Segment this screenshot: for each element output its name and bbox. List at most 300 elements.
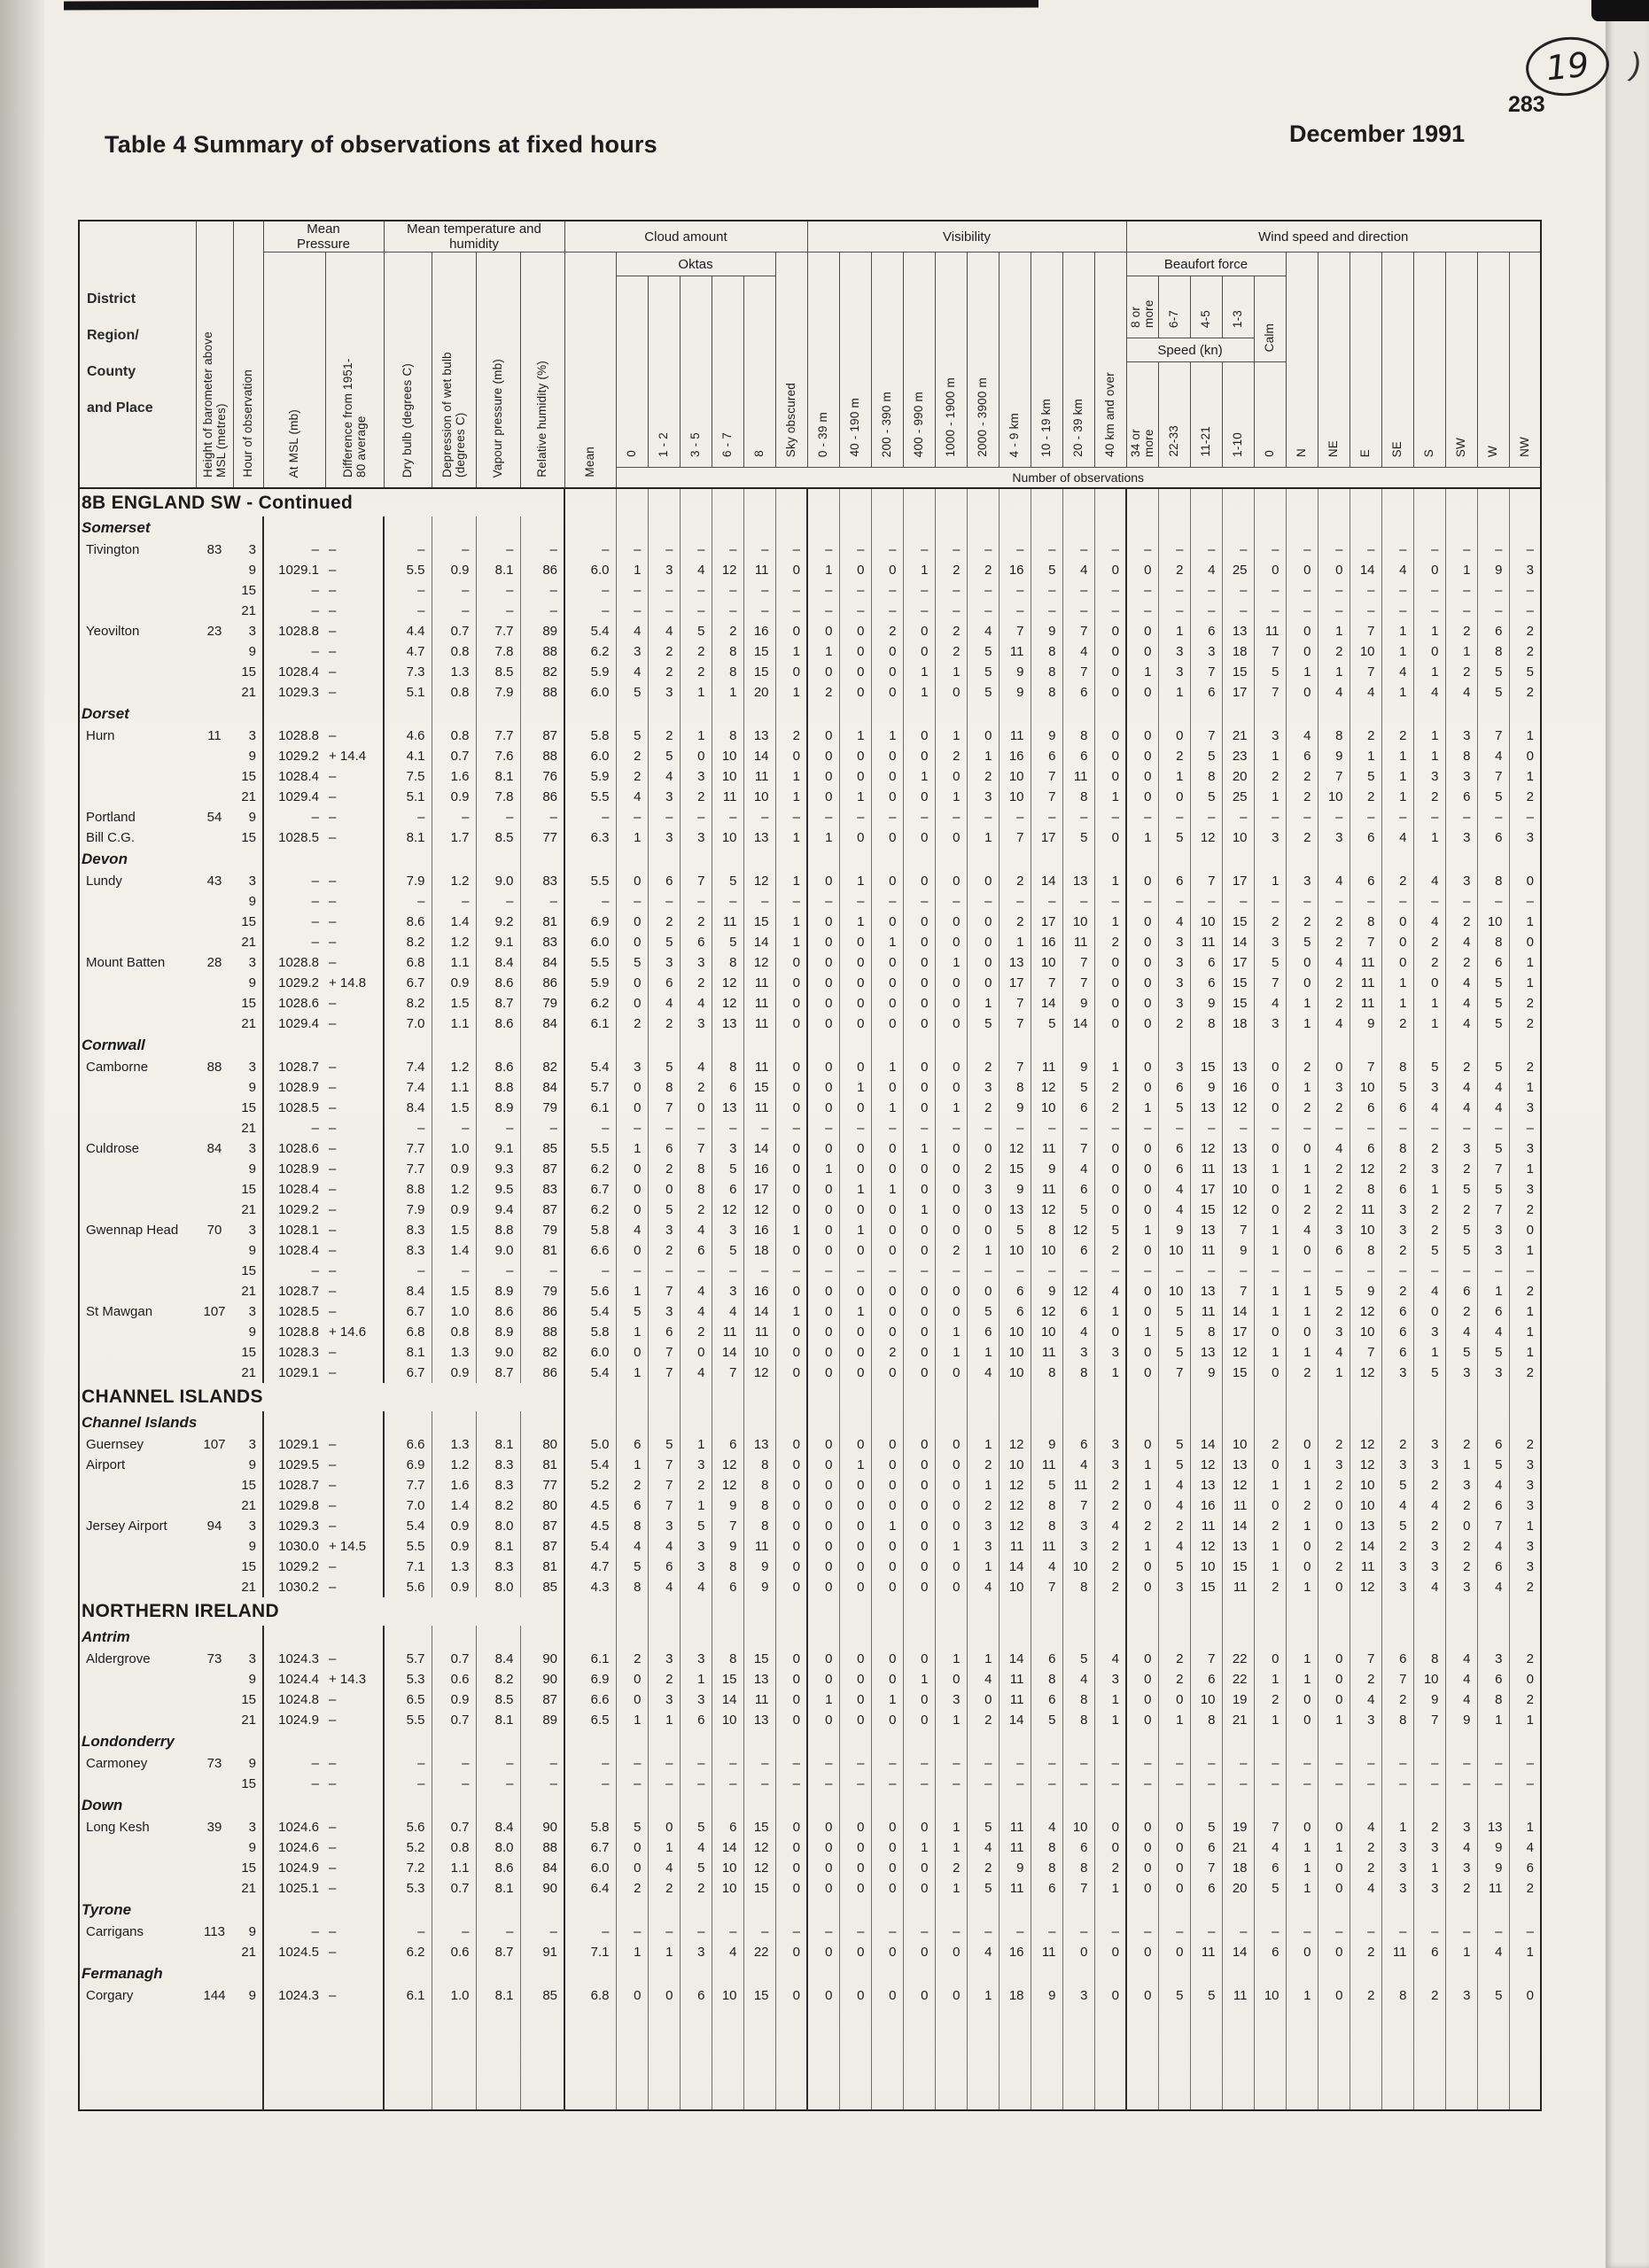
value-cell: 9 — [1477, 560, 1509, 580]
value-cell: 4 — [1031, 1817, 1062, 1837]
value-cell: 0 — [903, 1240, 935, 1261]
value-cell: 0 — [807, 1878, 839, 1899]
value-cell: 1 — [903, 766, 935, 787]
value-cell: 5 — [999, 1220, 1031, 1240]
grid-cell — [520, 703, 564, 726]
grid-cell — [743, 1626, 775, 1649]
station-row — [79, 807, 1541, 827]
hour-cell: 9 — [248, 1988, 256, 2003]
value-cell: 2 — [935, 1858, 967, 1878]
value-cell: – — [1445, 601, 1477, 621]
grid-cell — [263, 517, 325, 540]
value-cell: 1 — [871, 1057, 903, 1077]
value-cell: 6 — [1509, 1858, 1541, 1878]
value-cell: – — [263, 580, 325, 601]
grid-cell — [1062, 703, 1094, 726]
hour-cell: 15 — [241, 1860, 256, 1876]
value-cell: 8.6 — [384, 912, 432, 932]
value-cell: 4 — [648, 1577, 680, 1597]
value-cell: 0 — [935, 1669, 967, 1689]
value-cell: – — [1094, 540, 1126, 560]
value-cell: 0 — [775, 1985, 807, 2006]
value-cell: – — [807, 1753, 839, 1774]
value-cell: – — [1062, 807, 1094, 827]
group-header-temperature: Mean temperature and humidity — [384, 221, 564, 252]
value-cell: 8.6 — [476, 1301, 520, 1322]
value-cell: 12 — [999, 1434, 1031, 1455]
value-cell: – — [1190, 1922, 1222, 1942]
value-cell: 0 — [903, 1057, 935, 1077]
value-cell: 1.0 — [432, 1985, 476, 2006]
value-cell: – — [1094, 601, 1126, 621]
value-cell: 0 — [871, 1649, 903, 1669]
value-cell: 4 — [1445, 682, 1477, 703]
value-cell: – — [903, 1922, 935, 1942]
grid-cell — [263, 1962, 325, 1985]
value-cell: 6 — [648, 871, 680, 891]
value-cell: 0 — [1318, 1649, 1350, 1669]
value-cell: 0 — [1254, 1057, 1286, 1077]
value-cell: 5 — [1158, 1985, 1190, 2006]
value-cell: 14 — [1222, 1942, 1254, 1962]
grid-cell — [743, 1034, 775, 1057]
value-cell: 1 — [1126, 827, 1158, 848]
value-cell: 0 — [839, 1495, 871, 1516]
grid-cell — [1350, 703, 1381, 726]
value-cell: 0 — [775, 621, 807, 641]
grid-cell — [1190, 1962, 1222, 1985]
value-cell: 2 — [1286, 1200, 1318, 1220]
value-cell: 1.0 — [432, 1301, 476, 1322]
value-cell: 4 — [1062, 1159, 1094, 1179]
value-cell: 6 — [680, 1240, 712, 1261]
value-cell: 1 — [1254, 1536, 1286, 1557]
value-cell: 8 — [1031, 1858, 1062, 1878]
station-row — [79, 1014, 1541, 1034]
value-cell: 0 — [616, 912, 648, 932]
station-name-cell: Bill C.G. — [86, 830, 136, 845]
grid-cell — [564, 703, 616, 726]
value-cell: 0.8 — [432, 682, 476, 703]
value-cell: 3 — [1381, 1557, 1413, 1577]
value-cell: 0 — [903, 1536, 935, 1557]
value-cell: 1 — [1094, 1689, 1126, 1710]
value-cell: 84 — [520, 1077, 564, 1098]
grid-cell — [935, 1034, 967, 1057]
value-cell: 1 — [775, 1301, 807, 1322]
value-cell: 3 — [1381, 1858, 1413, 1878]
value-cell: 3 — [1509, 827, 1541, 848]
value-cell: 1 — [1286, 1878, 1318, 1899]
county-label: Cornwall — [82, 1037, 145, 1053]
value-cell: 0 — [871, 787, 903, 807]
grid-cell — [648, 488, 680, 517]
grid-cell — [1318, 703, 1350, 726]
value-cell: 7 — [1350, 662, 1381, 682]
grid-cell — [1477, 488, 1509, 517]
value-cell: – — [871, 580, 903, 601]
value-cell: 10 — [999, 766, 1031, 787]
value-cell: 0 — [616, 1689, 648, 1710]
value-cell: – — [1126, 1922, 1158, 1942]
value-cell: 6.7 — [564, 1179, 616, 1200]
grid-cell — [1413, 1411, 1445, 1434]
value-cell: 8 — [1190, 1710, 1222, 1730]
station-height-cell: 107 — [203, 1304, 226, 1319]
value-cell: 9 — [1031, 1159, 1062, 1179]
value-cell: – — [1350, 1118, 1381, 1138]
value-cell: 1 — [1413, 1342, 1445, 1363]
grid-cell — [616, 1899, 648, 1922]
value-cell: 4 — [1318, 682, 1350, 703]
value-cell: 11 — [1031, 1138, 1062, 1159]
value-cell: – — [1350, 1922, 1381, 1942]
value-cell: 1 — [839, 1077, 871, 1098]
value-cell: 0 — [1413, 1301, 1445, 1322]
value-cell: 2 — [1158, 1516, 1190, 1536]
value-cell: 0.9 — [432, 560, 476, 580]
station-row — [79, 1077, 1541, 1098]
value-cell: 0 — [1126, 1689, 1158, 1710]
grid-cell — [1381, 1626, 1413, 1649]
grid-cell — [1062, 1597, 1094, 1626]
value-cell: 20 — [1222, 1878, 1254, 1899]
value-cell: 2 — [1254, 912, 1286, 932]
value-cell: 5.4 — [564, 1057, 616, 1077]
value-cell: 5 — [1254, 1878, 1286, 1899]
value-cell: 0 — [839, 766, 871, 787]
value-cell: 0 — [1286, 1434, 1318, 1455]
value-cell: 0 — [1286, 973, 1318, 993]
value-cell: 0 — [1509, 871, 1541, 891]
grid-cell — [1094, 1383, 1126, 1411]
value-cell: 9 — [1350, 1281, 1381, 1301]
value-cell: 0 — [1318, 1858, 1350, 1878]
station-row — [79, 621, 1541, 641]
value-cell: 0 — [1126, 993, 1158, 1014]
grid-cell — [1158, 1730, 1190, 1753]
grid-cell — [743, 1730, 775, 1753]
value-cell: 8.7 — [476, 993, 520, 1014]
value-cell: 1 — [775, 787, 807, 807]
value-cell: 0 — [807, 1138, 839, 1159]
value-cell: – — [839, 891, 871, 912]
grid-cell — [967, 703, 999, 726]
value-cell: 6.2 — [564, 641, 616, 662]
grid-cell — [1126, 1962, 1158, 1985]
hour-cell: 15 — [241, 996, 256, 1011]
value-cell: 79 — [520, 1098, 564, 1118]
value-cell: 0 — [1094, 1322, 1126, 1342]
value-cell: – — [1286, 807, 1318, 827]
station-name-cell: Gwennap Head — [86, 1223, 179, 1238]
value-cell: 86 — [520, 1363, 564, 1383]
grid-cell — [432, 1411, 476, 1434]
value-cell: 0 — [935, 827, 967, 848]
value-cell: 5.4 — [564, 1363, 616, 1383]
value-cell: 3 — [1158, 1057, 1190, 1077]
value-cell: 0 — [1286, 1942, 1318, 1962]
value-cell: – — [432, 807, 476, 827]
grid-cell — [839, 1730, 871, 1753]
value-cell: 8.7 — [476, 1942, 520, 1962]
value-cell: 4 — [616, 1220, 648, 1240]
value-cell: 7 — [1222, 1220, 1254, 1240]
value-cell: 7 — [1062, 621, 1094, 641]
value-cell: 7 — [1062, 662, 1094, 682]
station-name-cell: St Mawgan — [86, 1304, 153, 1319]
county-row — [79, 1730, 1541, 1753]
grid-cell — [476, 1899, 520, 1922]
grid-cell — [680, 703, 712, 726]
value-cell: 85 — [520, 1985, 564, 2006]
value-cell: – — [1158, 1261, 1190, 1281]
value-cell: 0 — [616, 1200, 648, 1220]
value-cell: 0 — [807, 912, 839, 932]
grid-cell — [616, 848, 648, 871]
value-cell: 3 — [1158, 973, 1190, 993]
value-cell: 1 — [807, 1689, 839, 1710]
value-cell: 0 — [648, 1179, 680, 1200]
value-cell: 4 — [1445, 1689, 1477, 1710]
value-cell: 2 — [1509, 621, 1541, 641]
value-cell: 0.6 — [432, 1669, 476, 1689]
hour-cell: 3 — [248, 955, 256, 970]
value-cell: 0 — [1445, 1516, 1477, 1536]
value-cell: 0 — [1254, 1649, 1286, 1669]
grid-cell — [1158, 2006, 1190, 2110]
value-cell: 4 — [1477, 1322, 1509, 1342]
value-cell: 5 — [680, 621, 712, 641]
value-cell: 1028.8 — [263, 1322, 325, 1342]
value-cell: 3 — [1286, 871, 1318, 891]
value-cell: 6 — [1062, 1837, 1094, 1858]
value-cell: – — [1381, 1922, 1413, 1942]
value-cell: 0 — [871, 1557, 903, 1577]
grid-cell — [263, 1034, 325, 1057]
value-cell: 8 — [743, 1475, 775, 1495]
value-cell: – — [1509, 807, 1541, 827]
value-cell: 2 — [616, 1014, 648, 1034]
value-cell: 1.3 — [432, 662, 476, 682]
value-cell: 13 — [1062, 871, 1094, 891]
value-cell: – — [903, 1753, 935, 1774]
hour-cell: 21 — [241, 603, 256, 618]
value-cell: 1 — [1413, 827, 1445, 848]
value-cell: 6 — [1477, 827, 1509, 848]
station-name-cell — [79, 1774, 196, 1794]
value-cell: 8 — [616, 1577, 648, 1597]
value-cell: 1 — [871, 1689, 903, 1710]
value-cell: – — [1062, 1261, 1094, 1281]
col-header-place — [79, 221, 196, 488]
value-cell: 6 — [1350, 1098, 1381, 1118]
station-name-cell — [79, 580, 196, 601]
value-cell: 4 — [648, 621, 680, 641]
value-cell: – — [807, 580, 839, 601]
value-cell: 2 — [1286, 766, 1318, 787]
value-cell: 3 — [1413, 1159, 1445, 1179]
value-cell: – — [329, 1580, 337, 1595]
value-cell: 81 — [520, 1455, 564, 1475]
value-cell: – — [1158, 891, 1190, 912]
value-cell: – — [1031, 1261, 1062, 1281]
value-cell: 4 — [1413, 871, 1445, 891]
value-cell: – — [263, 1118, 325, 1138]
grid-cell — [1381, 848, 1413, 871]
value-cell: 7 — [712, 1363, 743, 1383]
value-cell: 6.1 — [564, 1098, 616, 1118]
station-row — [79, 1557, 1541, 1577]
value-cell: – — [432, 1261, 476, 1281]
value-cell: 2 — [1318, 932, 1350, 952]
value-cell: 2 — [967, 1455, 999, 1475]
value-cell: 0.6 — [432, 1942, 476, 1962]
value-cell: 11 — [1062, 1475, 1094, 1495]
hour-cell: 21 — [241, 1945, 256, 1960]
value-cell: 8.9 — [476, 1098, 520, 1118]
col-header-humidity: Relative humidity (%) — [520, 252, 564, 489]
value-cell: 0 — [807, 1014, 839, 1034]
value-cell: 5 — [967, 662, 999, 682]
grid-cell — [680, 1962, 712, 1985]
grid-cell — [1413, 1626, 1445, 1649]
value-cell: 8 — [1031, 682, 1062, 703]
value-cell: – — [1350, 1753, 1381, 1774]
value-cell: 0 — [903, 1475, 935, 1495]
value-cell: 5.4 — [564, 1455, 616, 1475]
value-cell: 2 — [1509, 1057, 1541, 1077]
value-cell: 0 — [616, 1179, 648, 1200]
value-cell: 2 — [967, 1710, 999, 1730]
value-cell: 7 — [1350, 1649, 1381, 1669]
value-cell: 3 — [1094, 1342, 1126, 1363]
value-cell: 0.9 — [432, 1577, 476, 1597]
value-cell: 3 — [967, 1516, 999, 1536]
value-cell: 2 — [1094, 1495, 1126, 1516]
hour-cell: 3 — [248, 1304, 256, 1319]
value-cell: – — [1445, 891, 1477, 912]
value-cell: 8.6 — [476, 1858, 520, 1878]
value-cell: 0 — [807, 726, 839, 746]
value-cell: 12 — [1350, 1577, 1381, 1597]
value-cell: 8 — [1477, 1689, 1509, 1710]
grid-cell — [967, 1794, 999, 1817]
value-cell: 0 — [1286, 621, 1318, 641]
value-cell: 3 — [1158, 662, 1190, 682]
value-cell: 80 — [520, 1495, 564, 1516]
col-header-vis-40km-over: 40 km and over — [1094, 252, 1126, 468]
value-cell: 11 — [743, 560, 775, 580]
station-height-cell — [196, 580, 233, 601]
value-cell: 5 — [680, 1817, 712, 1837]
value-cell: 0 — [1126, 973, 1158, 993]
value-cell: 0 — [775, 952, 807, 973]
value-cell: 13 — [1222, 1138, 1254, 1159]
value-cell: 4 — [1286, 1220, 1318, 1240]
value-cell: 0 — [807, 1301, 839, 1322]
value-cell: – — [520, 1753, 564, 1774]
value-cell: 0 — [903, 1434, 935, 1455]
col-header-okta-0: 0 — [616, 276, 648, 468]
value-cell: 1 — [903, 1837, 935, 1858]
grid-cell — [712, 1794, 743, 1817]
value-cell: 7 — [712, 1516, 743, 1536]
col-header-okta-3-5: 3 - 5 — [680, 276, 712, 468]
value-cell: 4 — [712, 1301, 743, 1322]
value-cell: – — [648, 1118, 680, 1138]
value-cell: – — [1031, 540, 1062, 560]
value-cell: 0 — [775, 1536, 807, 1557]
value-cell: 1 — [1509, 1942, 1541, 1962]
value-cell: 17 — [1031, 912, 1062, 932]
value-cell: 7 — [1318, 766, 1350, 787]
value-cell: 0 — [616, 993, 648, 1014]
value-cell: 1 — [680, 1434, 712, 1455]
grid-cell — [616, 1962, 648, 1985]
value-cell: 1 — [775, 682, 807, 703]
value-cell: 3 — [967, 787, 999, 807]
value-cell: 2 — [1445, 1495, 1477, 1516]
value-cell: 10 — [999, 787, 1031, 807]
station-name-cell — [79, 682, 196, 703]
value-cell: 7.3 — [384, 662, 432, 682]
value-cell: 0.7 — [432, 1649, 476, 1669]
value-cell: 8 — [1477, 641, 1509, 662]
station-height-cell — [196, 1455, 233, 1475]
grid-cell — [1477, 1794, 1509, 1817]
value-cell: 4 — [1477, 746, 1509, 766]
value-cell: 12 — [1222, 1342, 1254, 1363]
grid-cell — [1158, 1962, 1190, 1985]
value-cell: – — [967, 540, 999, 560]
value-cell: 8 — [1318, 726, 1350, 746]
grid-cell — [520, 1962, 564, 1985]
station-height-cell — [196, 1577, 233, 1597]
value-cell: 0 — [775, 1557, 807, 1577]
grid-cell — [1445, 1034, 1477, 1057]
value-cell: 0 — [1254, 1098, 1286, 1118]
value-cell: 4 — [1062, 1669, 1094, 1689]
value-cell: 9 — [743, 1557, 775, 1577]
grid-cell — [1031, 1034, 1062, 1057]
grid-cell — [999, 703, 1031, 726]
county-label: Channel Islands — [82, 1414, 198, 1431]
value-cell: 2 — [1318, 1434, 1350, 1455]
value-cell: – — [775, 1922, 807, 1942]
col-header-cloud-mean: Mean — [564, 252, 616, 489]
value-cell: 6 — [680, 1985, 712, 2006]
value-cell: 89 — [520, 621, 564, 641]
value-cell: 8 — [1031, 1363, 1062, 1383]
grid-cell — [476, 1626, 520, 1649]
value-cell: 0 — [807, 787, 839, 807]
value-cell: 0 — [839, 1098, 871, 1118]
value-cell: 0 — [775, 1689, 807, 1710]
station-name-cell: Culdrose — [86, 1141, 140, 1156]
value-cell: 1028.8 — [263, 621, 325, 641]
grid-cell — [1190, 848, 1222, 871]
value-cell: 16 — [743, 1281, 775, 1301]
value-cell: 12 — [1062, 1220, 1094, 1240]
station-row — [79, 1200, 1541, 1220]
value-cell: 5.5 — [384, 560, 432, 580]
value-cell: 8 — [680, 1159, 712, 1179]
value-cell: 5.3 — [384, 1878, 432, 1899]
grid-cell — [680, 1597, 712, 1626]
value-cell: – — [967, 1753, 999, 1774]
value-cell: 4 — [1158, 1200, 1190, 1220]
